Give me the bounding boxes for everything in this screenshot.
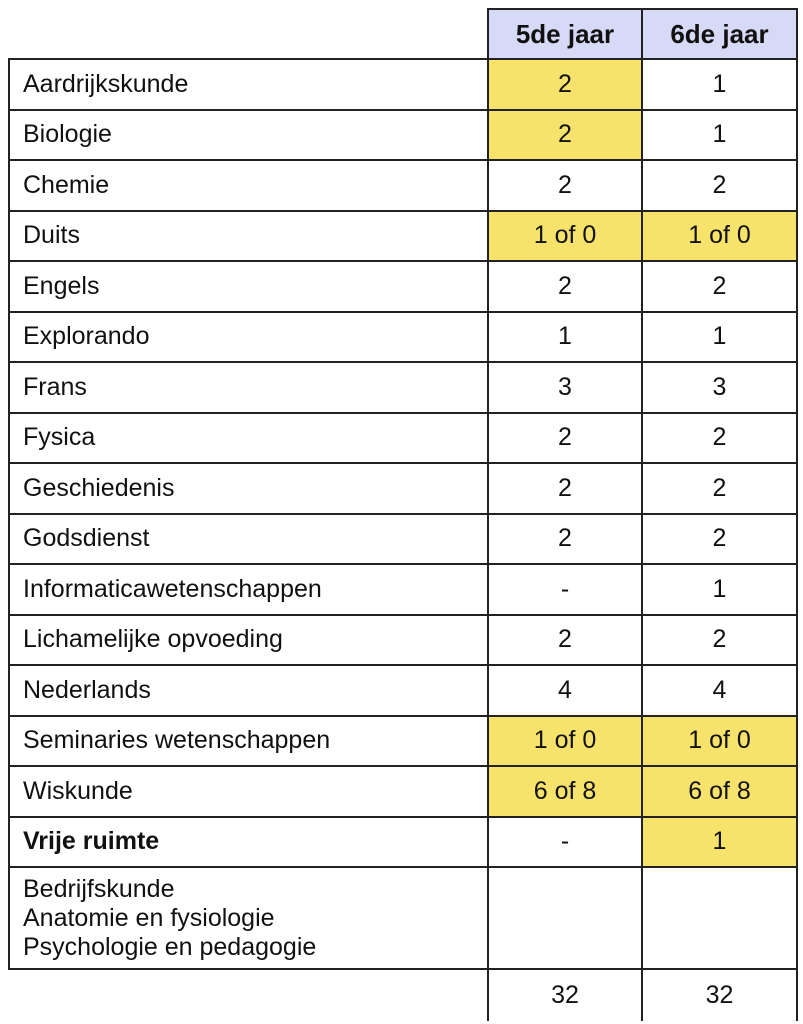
total-6de-jaar: 32 xyxy=(705,980,734,1009)
value-6de-jaar: 2 xyxy=(712,170,727,199)
horizontal-gridline xyxy=(8,563,798,565)
subject-cell: Duits xyxy=(23,221,80,250)
horizontal-gridline xyxy=(8,715,798,717)
subject-cell: Geschiedenis xyxy=(23,473,175,502)
horizontal-gridline xyxy=(8,816,798,818)
elective-item: Anatomie en fysiologie xyxy=(23,903,275,932)
value-6de-jaar: 1 of 0 xyxy=(642,716,797,767)
horizontal-gridline xyxy=(8,311,798,313)
value-5de-jaar: 2 xyxy=(488,59,642,110)
subject-cell: Frans xyxy=(23,372,87,401)
horizontal-gridline xyxy=(8,664,798,666)
value-6de-jaar: 2 xyxy=(712,625,727,654)
subject-cell: Informaticawetenschappen xyxy=(23,574,322,603)
value-5de-jaar: 1 of 0 xyxy=(488,716,642,767)
value-5de-jaar: 2 xyxy=(558,271,572,300)
value-5de-jaar: 1 of 0 xyxy=(488,211,642,262)
value-5de-jaar: 6 of 8 xyxy=(488,766,642,817)
subject-cell: Chemie xyxy=(23,170,110,199)
value-6de-jaar: 2 xyxy=(712,524,727,553)
value-5de-jaar: 1 xyxy=(558,322,572,351)
horizontal-gridline xyxy=(8,260,798,262)
horizontal-gridline xyxy=(8,614,798,616)
subject-cell: Lichamelijke opvoeding xyxy=(23,625,283,654)
horizontal-gridline xyxy=(8,765,798,767)
value-5de-jaar: 3 xyxy=(558,372,572,401)
horizontal-gridline xyxy=(8,968,798,970)
horizontal-gridline xyxy=(8,210,798,212)
horizontal-gridline xyxy=(8,109,798,111)
value-5de-jaar: - xyxy=(560,827,570,856)
value-5de-jaar: 2 xyxy=(558,524,572,553)
value-5de-jaar: 2 xyxy=(488,110,642,161)
subject-cell: Fysica xyxy=(23,423,96,452)
value-5de-jaar: 2 xyxy=(558,170,572,199)
horizontal-gridline xyxy=(8,412,798,414)
subject-cell: Godsdienst xyxy=(23,524,150,553)
subject-cell: Seminaries wetenschappen xyxy=(23,726,331,755)
value-5de-jaar: - xyxy=(560,574,570,603)
subject-cell: Aardrijkskunde xyxy=(23,69,189,98)
horizontal-gridline xyxy=(8,462,798,464)
value-5de-jaar: 2 xyxy=(558,423,572,452)
value-5de-jaar: 2 xyxy=(558,625,572,654)
value-5de-jaar: 2 xyxy=(558,473,572,502)
horizontal-gridline xyxy=(8,866,798,868)
horizontal-gridline xyxy=(8,159,798,161)
value-6de-jaar: 1 xyxy=(642,817,797,868)
elective-item: Bedrijfskunde xyxy=(23,874,175,903)
subject-cell: Vrije ruimte xyxy=(23,827,160,856)
value-6de-jaar: 2 xyxy=(712,423,727,452)
value-6de-jaar: 2 xyxy=(712,473,727,502)
header-5de-jaar: 5de jaar xyxy=(488,9,642,59)
value-6de-jaar: 1 xyxy=(712,69,727,98)
subject-cell: Biologie xyxy=(23,120,112,149)
electives-cell xyxy=(9,867,488,969)
value-6de-jaar: 1 xyxy=(712,120,727,149)
value-6de-jaar: 1 xyxy=(712,574,727,603)
horizontal-gridline xyxy=(8,361,798,363)
horizontal-gridline xyxy=(487,8,798,10)
subject-cell: Engels xyxy=(23,271,100,300)
horizontal-gridline xyxy=(8,58,798,60)
header-6de-jaar: 6de jaar xyxy=(642,9,797,59)
subject-cell: Explorando xyxy=(23,322,150,351)
value-5de-jaar: 4 xyxy=(558,675,572,704)
value-6de-jaar: 2 xyxy=(712,271,727,300)
subject-cell: Nederlands xyxy=(23,675,151,704)
value-6de-jaar: 1 of 0 xyxy=(642,211,797,262)
elective-item: Psychologie en pedagogie xyxy=(23,932,317,961)
horizontal-gridline xyxy=(8,513,798,515)
value-6de-jaar: 1 xyxy=(712,322,727,351)
total-5de-jaar: 32 xyxy=(551,980,579,1009)
value-6de-jaar: 4 xyxy=(712,675,727,704)
subject-cell: Wiskunde xyxy=(23,776,133,805)
value-6de-jaar: 3 xyxy=(712,372,727,401)
value-6de-jaar: 6 of 8 xyxy=(642,766,797,817)
